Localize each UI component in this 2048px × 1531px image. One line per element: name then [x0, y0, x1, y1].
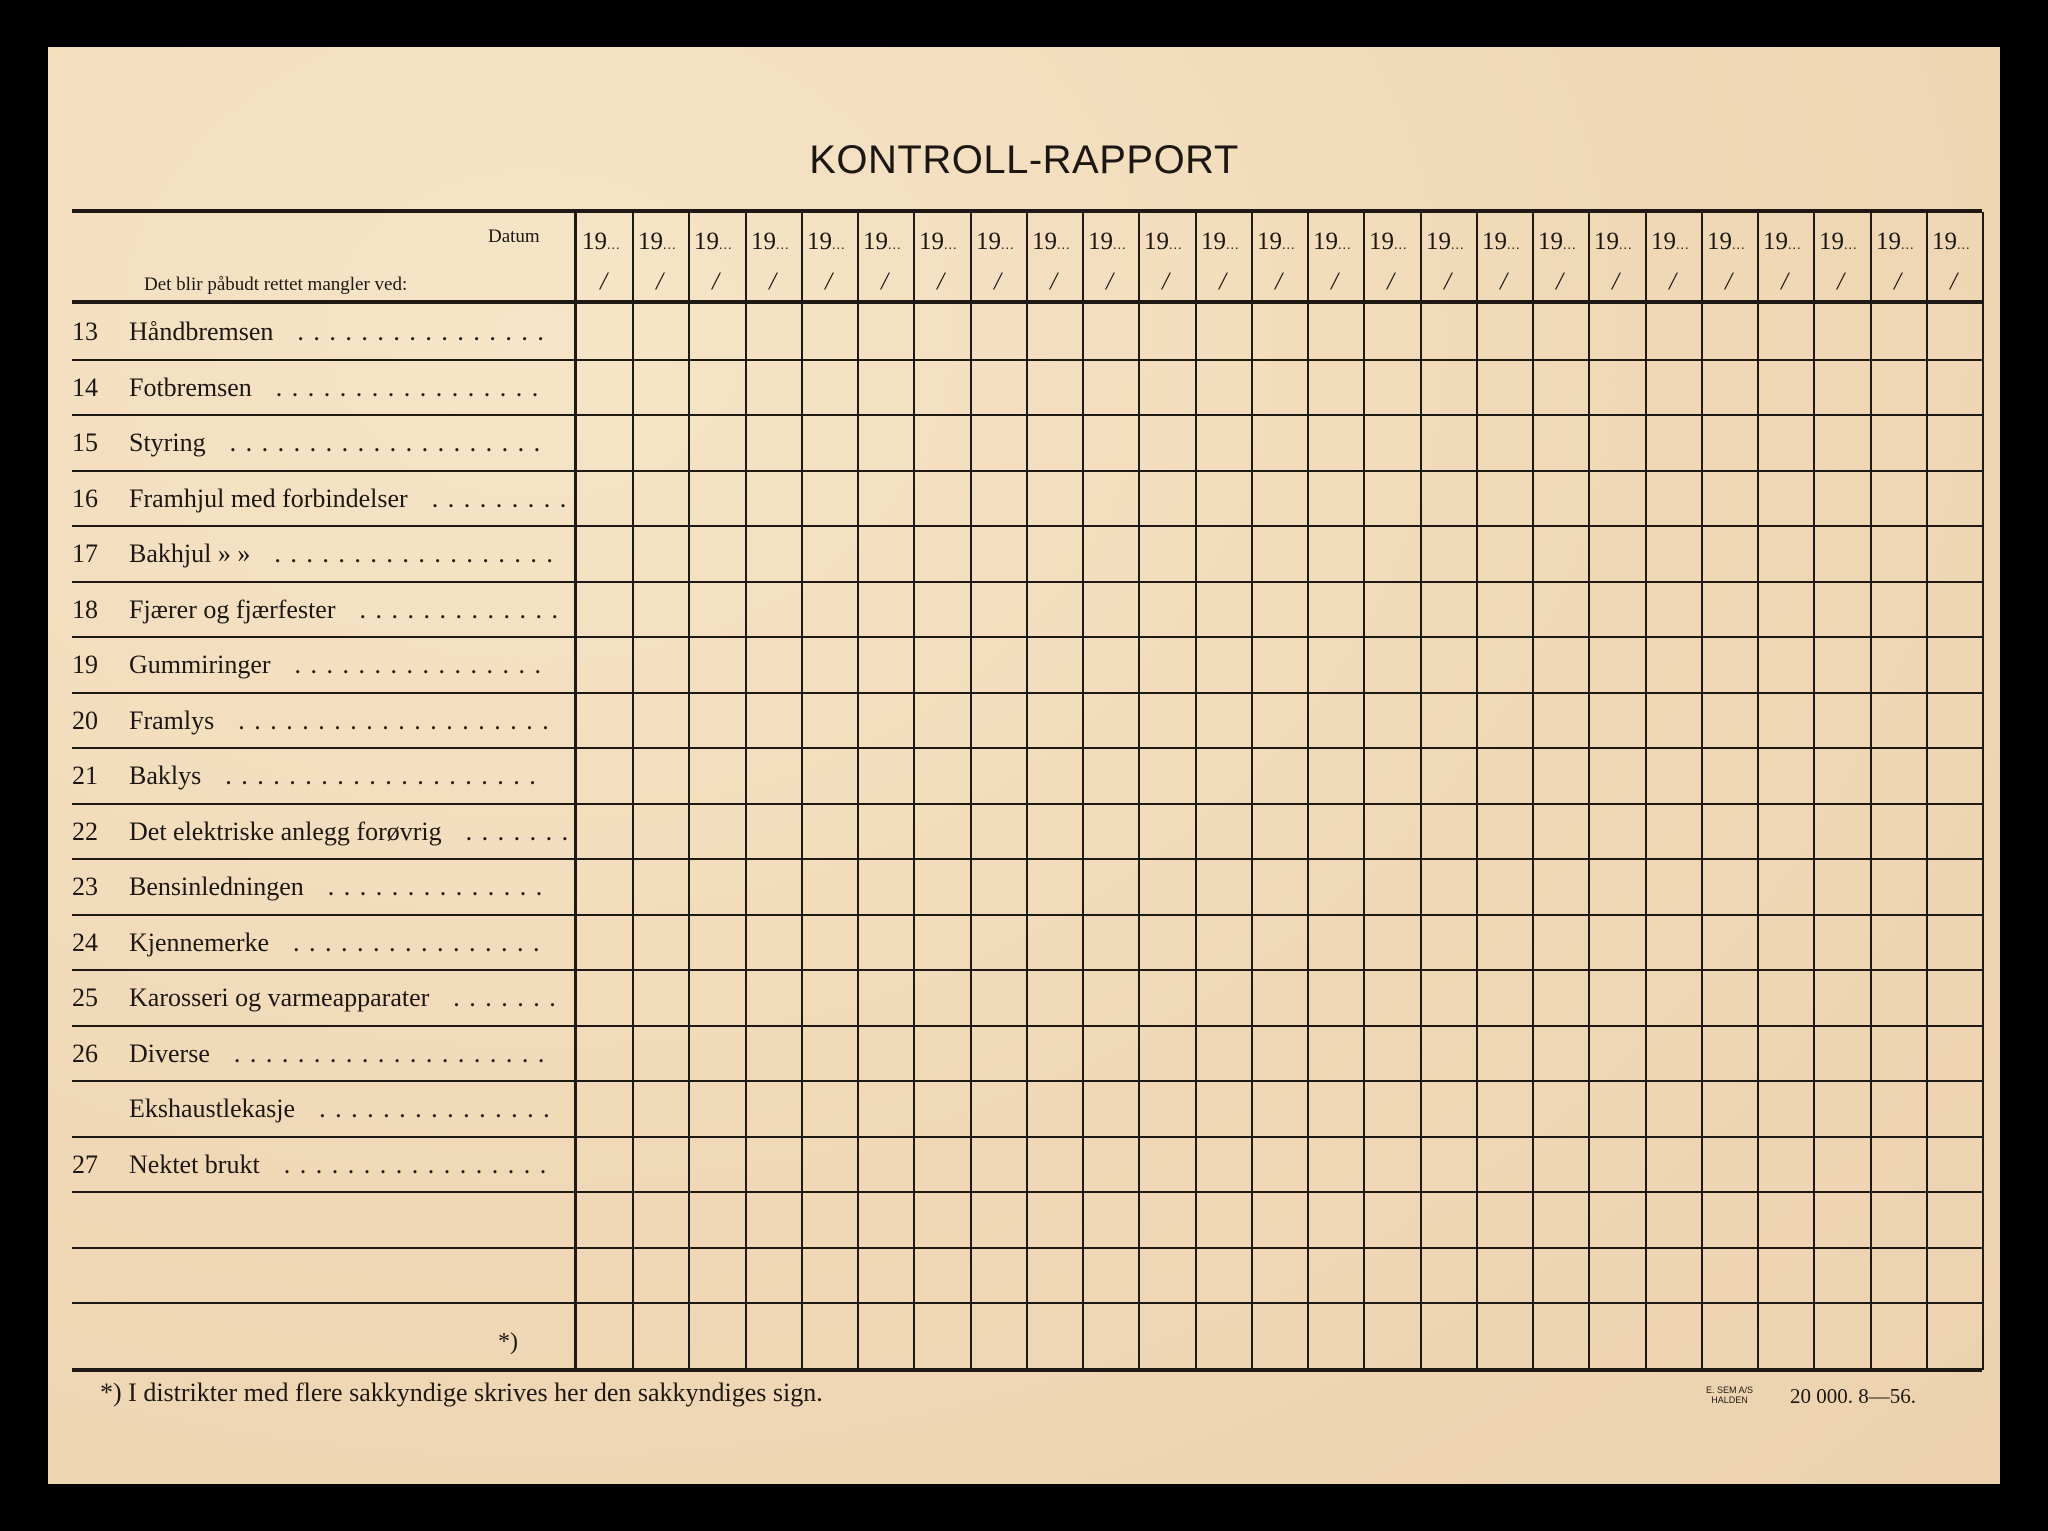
- column-slash: /: [994, 268, 1002, 295]
- column-year: [1088, 228, 1127, 256]
- column-slash: /: [881, 268, 889, 295]
- grid-row-line: [72, 1191, 1982, 1193]
- grid-column-line: [1026, 212, 1028, 1370]
- row-number: 16: [72, 484, 98, 513]
- leader-dots: .........: [415, 484, 576, 513]
- column-year: [638, 228, 677, 256]
- column-slash: /: [1162, 268, 1170, 295]
- column-year-dots: ...: [719, 238, 733, 253]
- column-year-dots: ...: [1676, 238, 1690, 253]
- row-label: Fjærer og fjærfester .............: [129, 595, 568, 624]
- column-year: [1876, 228, 1915, 256]
- column-slash: /: [1781, 268, 1789, 295]
- column-slash: /: [1669, 268, 1677, 295]
- column-year: [1313, 228, 1352, 256]
- column-slash: /: [1894, 268, 1902, 295]
- column-year-number: 19: [1088, 228, 1113, 255]
- column-year-number: 19: [1032, 228, 1057, 255]
- row-label: Styring ....................: [129, 428, 550, 457]
- column-slash: /: [1612, 268, 1620, 295]
- column-year-number: 19: [1876, 228, 1901, 255]
- column-year-dots: ...: [776, 238, 790, 253]
- column-year-dots: ...: [1338, 238, 1352, 253]
- column-year: [1594, 228, 1633, 256]
- row-label: Diverse ....................: [129, 1039, 554, 1068]
- row-label: Framhjul med forbindelser .........: [129, 484, 576, 513]
- grid-column-line: [1588, 212, 1590, 1370]
- grid-row-line: [72, 1025, 1982, 1027]
- row-label: Bakhjul » » ..................: [129, 539, 563, 568]
- column-slash: /: [1331, 268, 1339, 295]
- column-slash: /: [600, 268, 608, 295]
- column-slash: /: [712, 268, 720, 295]
- grid-row-line: [72, 969, 1982, 971]
- grid-column-line: [745, 212, 747, 1370]
- column-year: [1257, 228, 1296, 256]
- column-year-number: 19: [1369, 228, 1394, 255]
- print-run: 20 000. 8—56.: [1790, 1384, 1916, 1408]
- row-number: 19: [72, 650, 98, 679]
- column-year-dots: ...: [1957, 238, 1971, 253]
- grid-column-line: [1363, 212, 1365, 1370]
- column-year-number: 19: [919, 228, 944, 255]
- column-year-dots: ...: [1451, 238, 1465, 253]
- column-slash: /: [825, 268, 833, 295]
- grid-row-line: [72, 1080, 1982, 1082]
- column-slash: /: [656, 268, 664, 295]
- leader-dots: ................: [281, 317, 554, 346]
- grid-row-line: [72, 470, 1982, 472]
- column-slash: /: [937, 268, 945, 295]
- column-year-number: 19: [694, 228, 719, 255]
- grid-column-line: [913, 212, 915, 1370]
- column-year-number: 19: [863, 228, 888, 255]
- column-slash: /: [1275, 268, 1283, 295]
- grid-column-line: [970, 212, 972, 1370]
- column-year: [1032, 228, 1071, 256]
- column-slash: /: [1050, 268, 1058, 295]
- column-year-dots: ...: [1001, 238, 1015, 253]
- leader-dots: ....................: [209, 761, 546, 790]
- column-year: [1144, 228, 1183, 256]
- leader-dots: ................: [278, 650, 551, 679]
- row-label: Fotbremsen .................: [129, 373, 548, 402]
- column-year: [1651, 228, 1690, 256]
- column-year: [1707, 228, 1746, 256]
- column-year: [751, 228, 790, 256]
- grid-row-line: [72, 858, 1982, 860]
- row-number: 26: [72, 1039, 98, 1068]
- row-number: 15: [72, 428, 98, 457]
- leader-dots: ....................: [213, 428, 550, 457]
- grid-column-line: [1251, 212, 1253, 1370]
- row-label: Kjennemerke ................: [129, 928, 550, 957]
- column-year: [582, 228, 621, 256]
- column-year: [1201, 228, 1240, 256]
- leader-dots: ...............: [303, 1094, 560, 1123]
- date-label: Datum: [488, 226, 540, 247]
- grid-row-line: [72, 1136, 1982, 1138]
- column-slash: /: [1837, 268, 1845, 295]
- grid-row-line: [72, 636, 1982, 638]
- grid-column-line: [1420, 212, 1422, 1370]
- row-number: 23: [72, 872, 98, 901]
- column-year-number: 19: [976, 228, 1001, 255]
- column-year-number: 19: [1932, 228, 1957, 255]
- row-label: Gummiringer ................: [129, 650, 551, 679]
- printer-name: E. SEM A/S: [1706, 1385, 1754, 1395]
- signature-marker: *): [498, 1329, 518, 1355]
- row-number: 27: [72, 1150, 98, 1179]
- row-label: Bensinledningen ..............: [129, 872, 552, 901]
- column-year: [1426, 228, 1465, 256]
- column-year-dots: ...: [1394, 238, 1408, 253]
- row-number: 20: [72, 706, 98, 735]
- column-year-number: 19: [1819, 228, 1844, 255]
- column-year-dots: ...: [832, 238, 846, 253]
- row-number: 13: [72, 317, 98, 346]
- column-year-dots: ...: [1563, 238, 1577, 253]
- column-year-dots: ...: [1282, 238, 1296, 253]
- column-slash: /: [1725, 268, 1733, 295]
- leader-dots: .......: [437, 983, 566, 1012]
- grid-column-line: [1870, 212, 1872, 1370]
- column-year-dots: ...: [1113, 238, 1127, 253]
- grid-row-line: [72, 1302, 1982, 1304]
- column-year-number: 19: [638, 228, 663, 255]
- column-slash: /: [1219, 268, 1227, 295]
- column-year-dots: ...: [607, 238, 621, 253]
- column-year-number: 19: [1144, 228, 1169, 255]
- leader-dots: .................: [259, 373, 548, 402]
- row-label: Håndbremsen ................: [129, 317, 554, 346]
- column-slash: /: [1556, 268, 1564, 295]
- grid-row-line: [72, 692, 1982, 694]
- leader-dots: ..............: [311, 872, 552, 901]
- printer-city: HALDEN: [1711, 1395, 1748, 1405]
- row-label: Nektet brukt .................: [129, 1150, 556, 1179]
- column-year-dots: ...: [1619, 238, 1633, 253]
- column-year-dots: ...: [1169, 238, 1183, 253]
- row-number: 18: [72, 595, 98, 624]
- grid-column-line: [1195, 212, 1197, 1370]
- column-year-number: 19: [1594, 228, 1619, 255]
- leader-dots: .................: [267, 1150, 556, 1179]
- leader-dots: ....................: [222, 706, 559, 735]
- column-year: [863, 228, 902, 256]
- column-year-number: 19: [1482, 228, 1507, 255]
- column-year-dots: ...: [888, 238, 902, 253]
- column-year-dots: ...: [1901, 238, 1915, 253]
- column-year: [1369, 228, 1408, 256]
- column-year-number: 19: [1313, 228, 1338, 255]
- column-slash: /: [1950, 268, 1958, 295]
- grid-row-line: [72, 525, 1982, 527]
- column-slash: /: [1106, 268, 1114, 295]
- column-slash: /: [1500, 268, 1508, 295]
- grid-row-line: [72, 914, 1982, 916]
- column-year: [919, 228, 958, 256]
- column-year-dots: ...: [1788, 238, 1802, 253]
- column-year-dots: ...: [944, 238, 958, 253]
- row-number: 25: [72, 983, 98, 1012]
- grid-row-line: [72, 803, 1982, 805]
- column-year: [1932, 228, 1971, 256]
- grid-column-line: [1532, 212, 1534, 1370]
- form-title: KONTROLL-RAPPORT: [809, 138, 1239, 182]
- column-year: [694, 228, 733, 256]
- column-year: [1538, 228, 1577, 256]
- leader-dots: .......: [449, 817, 578, 846]
- column-year: [976, 228, 1015, 256]
- row-number: 22: [72, 817, 98, 846]
- row-number: 14: [72, 373, 98, 402]
- column-year-number: 19: [1651, 228, 1676, 255]
- column-year-number: 19: [1257, 228, 1282, 255]
- grid-column-line: [1701, 212, 1703, 1370]
- row-label: Karosseri og varmeapparater .......: [129, 983, 566, 1012]
- leader-dots: ..................: [258, 539, 563, 568]
- column-year: [1763, 228, 1802, 256]
- grid-column-line: [1926, 212, 1928, 1370]
- grid-column-line: [1138, 212, 1140, 1370]
- column-year-dots: ...: [1507, 238, 1521, 253]
- column-year-number: 19: [1538, 228, 1563, 255]
- grid-column-line: [1645, 212, 1647, 1370]
- leader-dots: ....................: [217, 1039, 554, 1068]
- column-slash: /: [1444, 268, 1452, 295]
- row-label: Framlys ....................: [129, 706, 559, 735]
- row-label: Ekshaustlekasje ...............: [129, 1094, 560, 1123]
- grid-row-line: [72, 1247, 1982, 1249]
- grid-column-line: [1082, 212, 1084, 1370]
- leader-dots: .............: [343, 595, 568, 624]
- column-year: [807, 228, 846, 256]
- grid-row-line: [72, 747, 1982, 749]
- column-year-number: 19: [582, 228, 607, 255]
- label-divider: [574, 209, 577, 1370]
- column-year-number: 19: [1707, 228, 1732, 255]
- row-number: 24: [72, 928, 98, 957]
- column-year-number: 19: [751, 228, 776, 255]
- grid-column-line: [801, 212, 803, 1370]
- column-year-dots: ...: [663, 238, 677, 253]
- grid-column-line: [688, 212, 690, 1370]
- column-year-dots: ...: [1057, 238, 1071, 253]
- column-year-number: 19: [1201, 228, 1226, 255]
- column-year: [1819, 228, 1858, 256]
- row-label: Baklys ....................: [129, 761, 546, 790]
- column-year-number: 19: [1426, 228, 1451, 255]
- footnote: *) I distrikter med flere sakkyndige skrives her den sakkyndiges sign.: [100, 1378, 823, 1407]
- row-label: Det elektriske anlegg forøvrig .......: [129, 817, 578, 846]
- column-slash: /: [769, 268, 777, 295]
- column-year-number: 19: [1763, 228, 1788, 255]
- grid-column-line: [1813, 212, 1815, 1370]
- row-number: 21: [72, 761, 98, 790]
- grid-column-line: [632, 212, 634, 1370]
- grid-column-line: [1757, 212, 1759, 1370]
- grid-column-line: [1476, 212, 1478, 1370]
- grid-column-line: [1307, 212, 1309, 1370]
- grid-row-line: [72, 414, 1982, 416]
- column-year-dots: ...: [1732, 238, 1746, 253]
- printer-imprint: [1706, 1385, 1753, 1405]
- leader-dots: ................: [277, 928, 550, 957]
- row-number: 17: [72, 539, 98, 568]
- grid-row-line: [72, 581, 1982, 583]
- grid-row-line: [72, 359, 1982, 361]
- grid-column-line: [857, 212, 859, 1370]
- column-year-dots: ...: [1226, 238, 1240, 253]
- column-year-number: 19: [807, 228, 832, 255]
- column-year: [1482, 228, 1521, 256]
- column-year-dots: ...: [1844, 238, 1858, 253]
- column-slash: /: [1387, 268, 1395, 295]
- grid-column-line: [1982, 212, 1984, 1370]
- instruction-label: Det blir påbudt rettet mangler ved:: [144, 274, 408, 295]
